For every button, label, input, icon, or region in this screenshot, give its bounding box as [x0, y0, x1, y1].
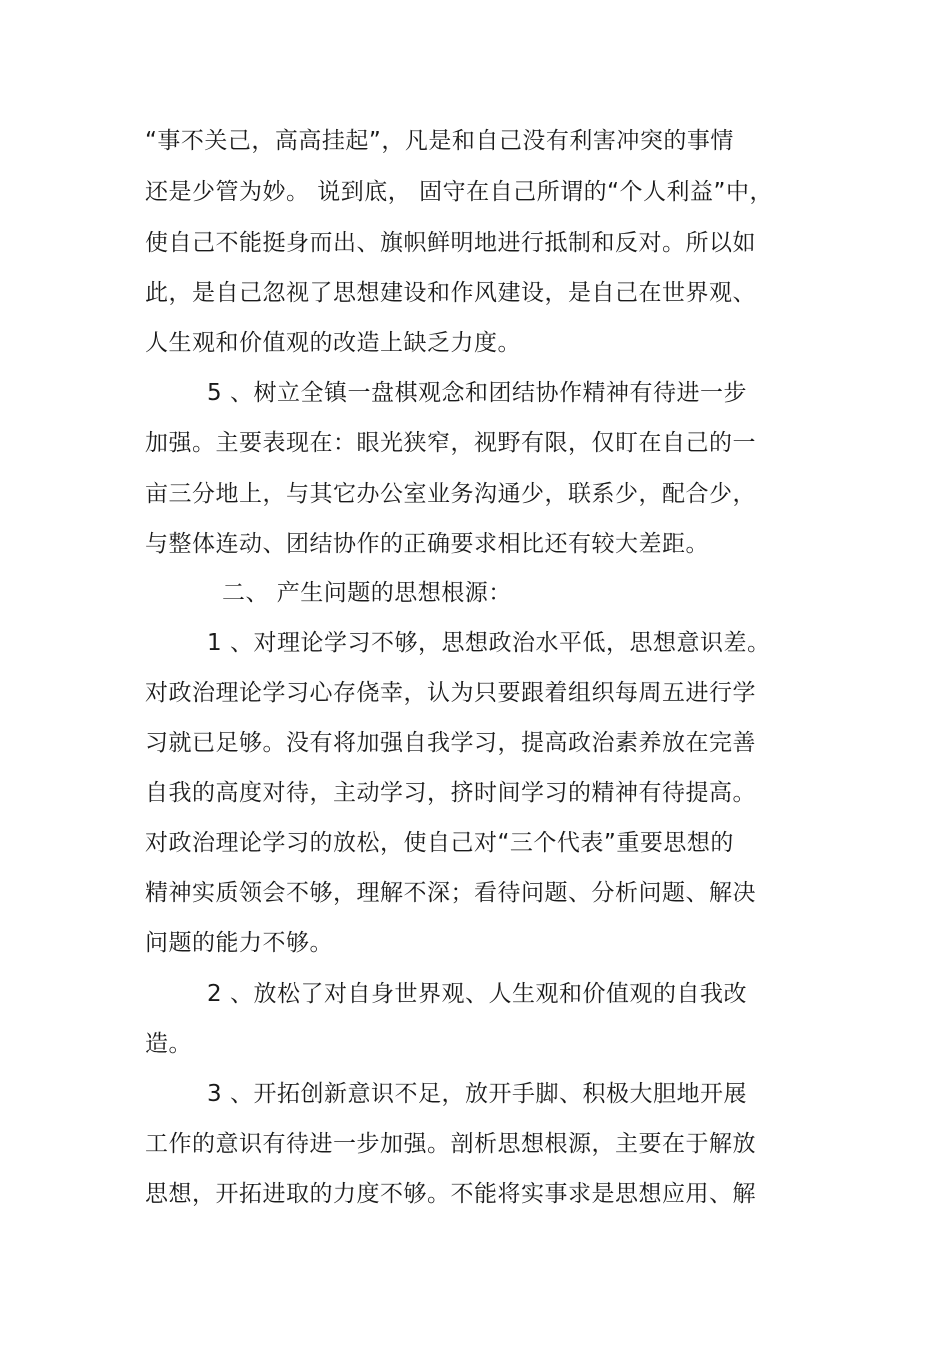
item-1-heading: 1 、对理论学习不够，思想政治水平低，思想意识差。 — [207, 630, 771, 656]
paragraph-line: 对政治理论学习的放松，使自己对“三个代表”重要思想的 — [145, 830, 734, 856]
paragraph-line: 自我的高度对待，主动学习，挤时间学习的精神有待提高。 — [145, 780, 756, 806]
paragraph-line: 人生观和价值观的改造上缺乏力度。 — [145, 330, 521, 356]
paragraph-line: 工作的意识有待进一步加强。剖析思想根源，主要在于解放 — [145, 1131, 756, 1157]
item-2-heading: 2 、放松了对自身世界观、人生观和价值观的自我改 — [207, 981, 747, 1007]
paragraph-line: 加强。主要表现在：眼光狭窄，视野有限，仅盯在自己的一 — [145, 430, 756, 456]
paragraph-line: 亩三分地上，与其它办公室业务沟通少，联系少，配合少， — [145, 481, 756, 507]
paragraph-line: 对政治理论学习心存侥幸，认为只要跟着组织每周五进行学 — [145, 680, 756, 706]
paragraph-line: 造。 — [145, 1031, 192, 1057]
paragraph-line: 与整体连动、团结协作的正确要求相比还有较大差距。 — [145, 531, 709, 557]
item-3-heading: 3 、开拓创新意识不足，放开手脚、积极大胆地开展 — [207, 1081, 747, 1107]
paragraph-line: 习就已足够。没有将加强自我学习，提高政治素养放在完善 — [145, 730, 756, 756]
item-5-heading: 5 、树立全镇一盘棋观念和团结协作精神有待进一步 — [207, 380, 747, 406]
paragraph-line: 思想，开拓进取的力度不够。不能将实事求是思想应用、解 — [145, 1181, 756, 1207]
paragraph-line: 问题的能力不够。 — [145, 930, 333, 956]
paragraph-line: “事不关己，高高挂起”，凡是和自己没有利害冲突的事情 — [145, 128, 734, 154]
paragraph-line: 此，是自己忽视了思想建设和作风建设，是自己在世界观、 — [145, 280, 756, 306]
section-heading: 二、 产生问题的思想根源： — [222, 580, 512, 606]
paragraph-line: 精神实质领会不够，理解不深；看待问题、分析问题、解决 — [145, 880, 756, 906]
paragraph-line: 还是少管为妙。 说到底， 固守在自己所谓的“个人利益”中， — [145, 179, 773, 205]
paragraph-line: 使自己不能挺身而出、旗帜鲜明地进行抵制和反对。所以如 — [145, 230, 756, 256]
